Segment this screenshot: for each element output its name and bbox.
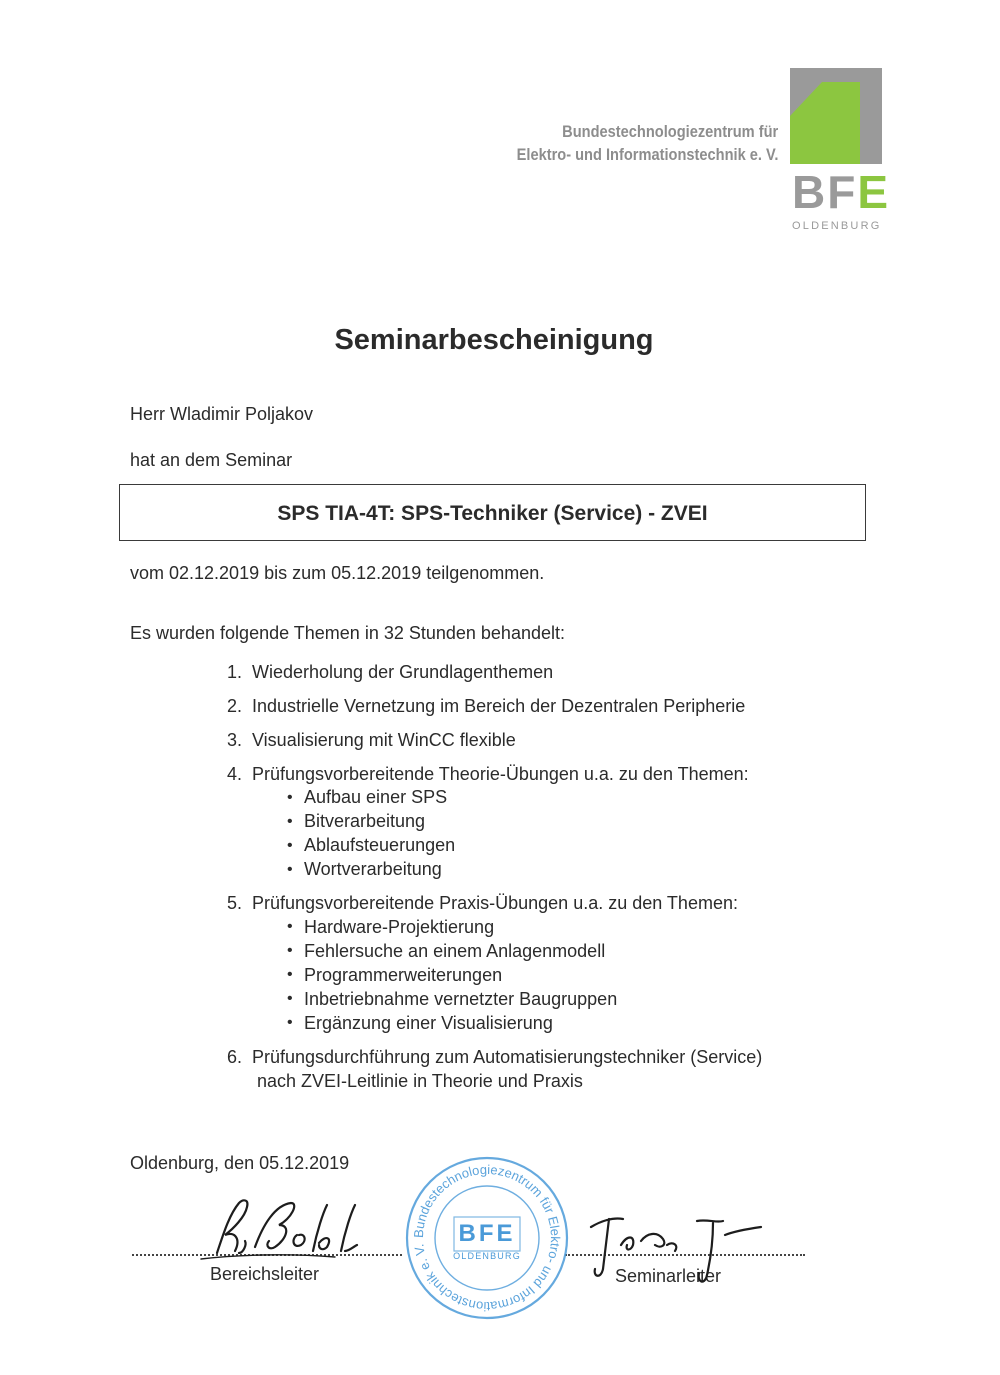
topic-item: Wiederholung der Grundlagenthemen: [252, 662, 554, 682]
subtopic-item: Inbetriebnahme vernetzter Baugruppen: [304, 989, 618, 1009]
bullet: •: [287, 861, 293, 878]
signature-right-image: [585, 1205, 775, 1290]
course-title: SPS TIA-4T: SPS-Techniker (Service) - ZVEI: [277, 502, 708, 525]
bullet: •: [287, 789, 293, 806]
bfe-logo: [790, 68, 891, 233]
topic-item: Prüfungsdurchführung zum Automatisierungstechniker (Service): [252, 1047, 763, 1067]
topic-number: 5.: [226, 893, 242, 913]
subtopic-item: Wortverarbeitung: [304, 859, 442, 879]
stamp-sub-text: OLDENBURG: [453, 1251, 521, 1261]
place-date: Oldenburg, den 05.12.2019: [130, 1153, 350, 1173]
subtopic-item: Programmerweiterungen: [304, 965, 503, 985]
org-name-line1: Bundestechnologiezentrum für: [561, 122, 778, 141]
topic-number: 1.: [226, 662, 242, 682]
signature-label-right: Seminarleiter: [615, 1266, 722, 1286]
bullet: •: [287, 990, 293, 1007]
bullet: •: [287, 918, 293, 935]
subtopic-item: Ablaufsteuerungen: [304, 835, 456, 855]
signature-label-left: Bereichsleiter: [210, 1264, 320, 1284]
topics-intro: Es wurden folgende Themen in 32 Stunden behandelt:: [130, 623, 565, 643]
logo-subtext: OLDENBURG: [792, 220, 882, 232]
topic-number: 4.: [226, 764, 242, 784]
logo-text: BFE: [792, 166, 891, 218]
course-box: [119, 484, 866, 541]
bullet: •: [287, 837, 293, 854]
subtopic-item: Aufbau einer SPS: [304, 787, 448, 807]
recipient: Herr Wladimir Poljakov: [130, 404, 314, 424]
subtopic-item: Fehlersuche an einem Anlagenmodell: [304, 941, 606, 961]
topic-item-continuation: nach ZVEI-Leitlinie in Theorie und Praxis: [257, 1071, 583, 1091]
official-stamp: [404, 1155, 570, 1321]
subtopic-item: Bitverarbeitung: [304, 811, 426, 831]
document-title: Seminarbescheinigung: [334, 324, 654, 356]
signature-left-image: [195, 1195, 365, 1270]
org-name-line2: Elektro- und Informationstechnik e. V.: [516, 145, 778, 164]
topic-number: 2.: [226, 696, 242, 716]
topic-item: Visualisierung mit WinCC flexible: [252, 730, 516, 750]
subtopic-item: Ergänzung einer Visualisierung: [304, 1013, 553, 1033]
topic-number: 6.: [226, 1047, 242, 1067]
subtopic-item: Hardware-Projektierung: [304, 917, 495, 937]
bullet: •: [287, 942, 293, 959]
topic-item: Prüfungsvorbereitende Praxis-Übungen u.a. zu den Themen:: [252, 893, 738, 913]
bullet: •: [287, 1014, 293, 1031]
period-text: vom 02.12.2019 bis zum 05.12.2019 teilgenommen.: [130, 563, 545, 583]
bullet: •: [287, 813, 293, 830]
topic-item: Industrielle Vernetzung im Bereich der Dezentralen Peripherie: [252, 696, 746, 716]
stamp-center-text: BFE: [458, 1220, 516, 1247]
bullet: •: [287, 966, 293, 983]
intro-text: hat an dem Seminar: [130, 450, 293, 470]
topic-number: 3.: [226, 730, 242, 750]
topic-item: Prüfungsvorbereitende Theorie-Übungen u.a. zu den Themen:: [252, 764, 749, 784]
stamp-ring-text: Bundestechnologiezentrum für Elektro- und Informationstechnik e. V.: [410, 1161, 564, 1315]
